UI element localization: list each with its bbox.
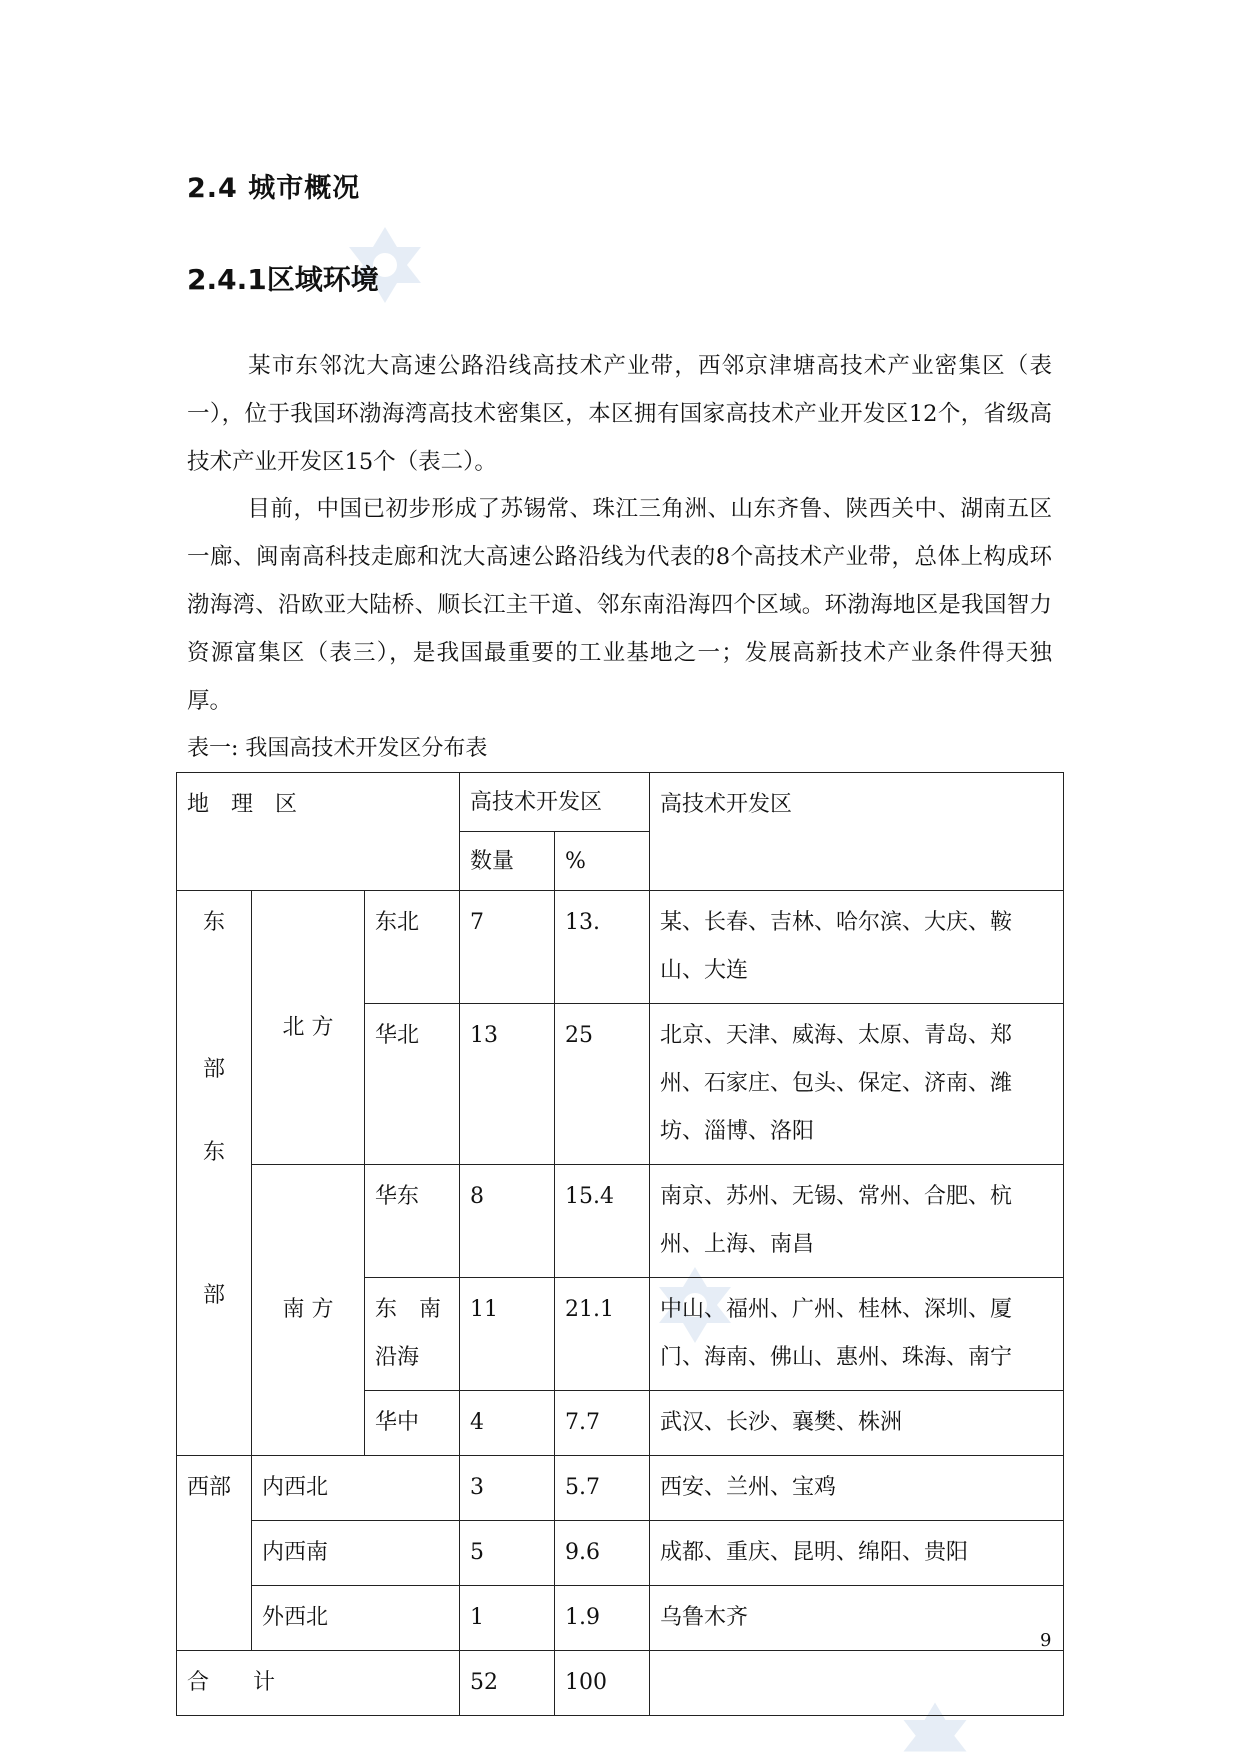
cities-cell: 中山、福州、广州、桂林、深圳、厦门、海南、佛山、惠州、珠海、南宁	[650, 1278, 1064, 1391]
header-percent: %	[555, 832, 650, 891]
percent-cell: 13.	[555, 891, 650, 1004]
table-row	[177, 891, 1064, 1004]
percent-cell: 7.7	[555, 1391, 650, 1456]
percent-cell: 25	[555, 1004, 650, 1165]
area-cell: 华北	[365, 1004, 460, 1165]
area-cell: 东北	[365, 891, 460, 1004]
header-region: 地 理 区	[177, 773, 460, 891]
table-row	[177, 1456, 1064, 1521]
paragraph-2: 目前，中国已初步形成了苏锡常、珠江三角洲、山东齐鲁、陕西关中、湖南五区一廊、闽南高科技走廊和沈大高速公路沿线为代表的8个高技术产业带，总体上构成环渤海湾、沿欧亚大陆桥、顺长江主干道、邻东南沿海四个区域。环渤海地区是我国智力资源富集区（表三），是我国最重要的工业基地之一；发展高新技术产业条件得天独厚。	[187, 496, 1052, 714]
page-number: 9	[1040, 1630, 1052, 1651]
header-zone-list: 高技术开发区	[650, 773, 1064, 891]
percent-cell: 9.6	[555, 1521, 650, 1586]
hitech-zone-table	[176, 772, 1064, 1716]
table-row	[177, 1165, 1064, 1278]
south-cell: 南 方	[252, 1165, 365, 1456]
area-cell: 东 南沿海	[365, 1278, 460, 1391]
count-cell: 7	[460, 891, 555, 1004]
area-cell: 内西北	[252, 1456, 460, 1521]
cities-cell: 北京、天津、威海、太原、青岛、郑州、石家庄、包头、保定、济南、潍坊、淄博、洛阳	[650, 1004, 1064, 1165]
table-caption: 表一: 我国高技术开发区分布表	[187, 736, 488, 761]
table-header-row	[177, 773, 1064, 832]
west-region-cell: 西部	[177, 1456, 252, 1651]
cities-cell: 南京、苏州、无锡、常州、合肥、杭州、上海、南昌	[650, 1165, 1064, 1278]
total-count: 52	[460, 1651, 555, 1716]
area-cell: 内西南	[252, 1521, 460, 1586]
percent-cell: 1.9	[555, 1586, 650, 1651]
subsection-title: 2.4.1区域环境	[187, 263, 379, 296]
total-cities	[650, 1651, 1064, 1716]
cities-cell: 武汉、长沙、襄樊、株洲	[650, 1391, 1064, 1456]
table-row	[177, 1521, 1064, 1586]
paragraph-1: 某市东邻沈大高速公路沿线高技术产业带，西邻京津塘高技术产业密集区（表一），位于我国环渤海湾高技术密集区，本区拥有国家高技术产业开发区12个，省级高技术产业开发区15个（表二）。	[187, 353, 1052, 475]
count-cell: 13	[460, 1004, 555, 1165]
area-cell: 外西北	[252, 1586, 460, 1651]
total-percent: 100	[555, 1651, 650, 1716]
total-label: 合 计	[177, 1651, 460, 1716]
cities-cell: 某、长春、吉林、哈尔滨、大庆、鞍山、大连	[650, 891, 1064, 1004]
percent-cell: 21.1	[555, 1278, 650, 1391]
percent-cell: 15.4	[555, 1165, 650, 1278]
area-cell: 华东	[365, 1165, 460, 1278]
count-cell: 11	[460, 1278, 555, 1391]
cities-cell: 成都、重庆、昆明、绵阳、贵阳	[650, 1521, 1064, 1586]
cities-cell: 西安、兰州、宝鸡	[650, 1456, 1064, 1521]
header-count: 数量	[460, 832, 555, 891]
count-cell: 8	[460, 1165, 555, 1278]
east-region-cell: 东 部 东 部	[177, 891, 252, 1456]
count-cell: 1	[460, 1586, 555, 1651]
header-zone-group: 高技术开发区	[460, 773, 650, 832]
cities-cell: 乌鲁木齐	[650, 1586, 1064, 1651]
area-cell: 华中	[365, 1391, 460, 1456]
count-cell: 4	[460, 1391, 555, 1456]
percent-cell: 5.7	[555, 1456, 650, 1521]
table-row	[177, 1586, 1064, 1651]
count-cell: 3	[460, 1456, 555, 1521]
count-cell: 5	[460, 1521, 555, 1586]
section-title: 2.4 城市概况	[187, 173, 361, 204]
north-cell: 北 方	[252, 891, 365, 1165]
table-total-row	[177, 1651, 1064, 1716]
